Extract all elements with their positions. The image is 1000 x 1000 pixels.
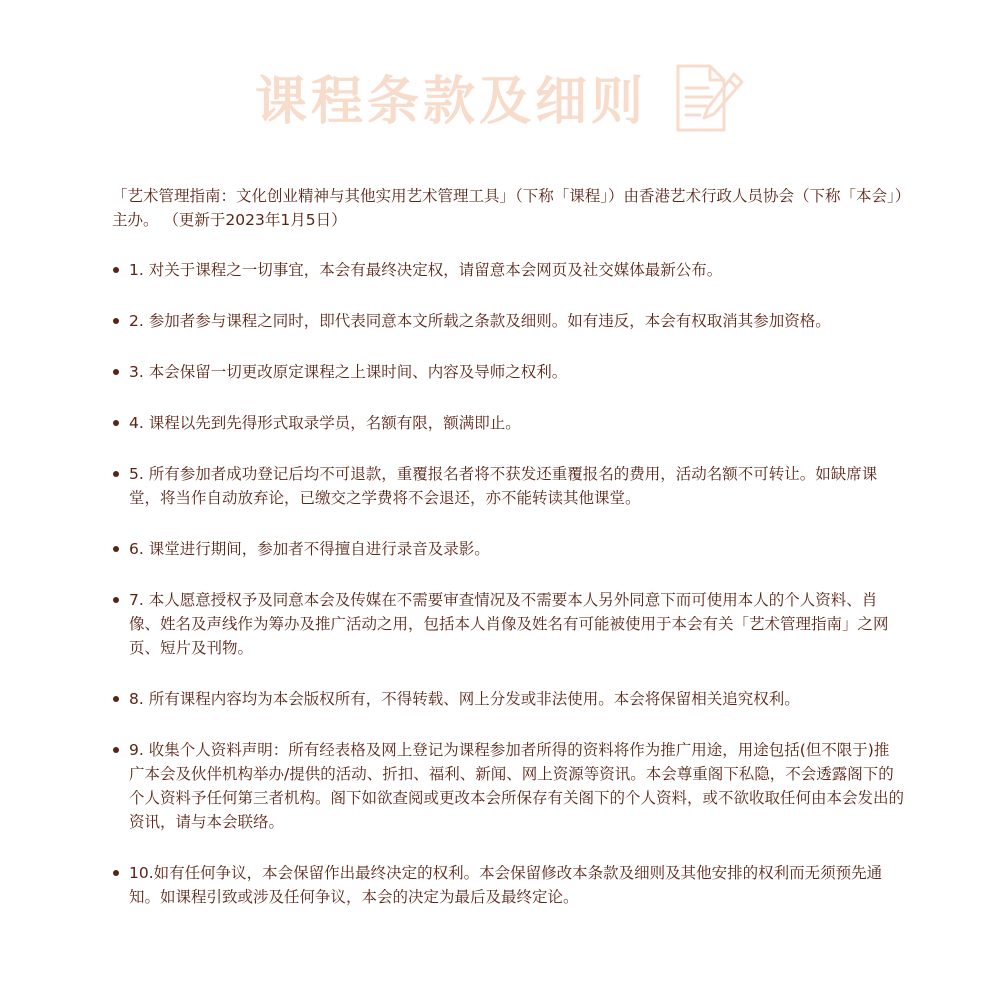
term-item-6 — [112, 537, 904, 561]
term-text: 8. 所有课程内容均为本会版权所有，不得转载、网上分发或非法使用。本会将保留相关追究权利。 — [129, 690, 800, 708]
term-item-8 — [112, 687, 904, 711]
page-title: 课程条款及细则 — [255, 72, 648, 132]
bullet-icon — [113, 747, 119, 753]
bullet-icon — [113, 420, 119, 426]
term-item-4 — [112, 411, 904, 435]
term-text: 6. 课堂进行期间，参加者不得擅自进行录音及录影。 — [129, 540, 490, 558]
term-item-10 — [112, 861, 904, 909]
term-text: 5. 所有参加者成功登记后均不可退款，重覆报名者将不获发还重覆报名的费用，活动名额不可转让。如缺席课堂，将当作自动放弃论，已缴交之学费将不会退还，亦不能转读其他课堂。 — [129, 465, 878, 507]
terms-list — [112, 258, 904, 909]
bullet-icon — [113, 318, 119, 324]
bullet-icon — [113, 369, 119, 375]
term-text: 10.如有任何争议，本会保留作出最终决定的权利。本会保留修改本条款及细则及其他安排的权利而无须预先通知。如课程引致或涉及任何争议，本会的决定为最后及最终定论。 — [129, 864, 883, 906]
page-header — [0, 52, 1000, 152]
term-text: 3. 本会保留一切更改原定课程之上课时间、内容及导师之权利。 — [129, 363, 568, 381]
term-text: 2. 参加者参与课程之同时，即代表同意本文所载之条款及细则。如有违反，本会有权取消其参加资格。 — [129, 312, 831, 330]
term-text: 1. 对关于课程之一切事宜，本会有最终决定权，请留意本会网页及社交媒体最新公布。 — [129, 261, 723, 279]
term-item-5 — [112, 462, 904, 510]
term-text: 9. 收集个人资料声明：所有经表格及网上登记为课程参加者所得的资料将作为推广用途，用途包括(但不限于)推广本会及伙伴机构举办/提供的活动、折扣、福利、新闻、网上资源等资讯。本会尊重阁下私隐，不会透露阁下的个人资料予任何第三者机构。阁下如欲查阅或更改本会所保存有关阁下的个人资料，或不欲收取任何由本会发出的资讯，请与本会联络。 — [129, 741, 905, 831]
term-text: 4. 课程以先到先得形式取录学员，名额有限，额满即止。 — [129, 414, 521, 432]
bullet-icon — [113, 696, 119, 702]
intro-paragraph: 「艺术管理指南：文化创业精神与其他实用艺术管理工具」（下称「课程」）由香港艺术行政人员协会（下称「本会」）主办。 （更新于2023年1月5日） — [112, 187, 903, 229]
bullet-icon — [113, 597, 119, 603]
term-item-7 — [112, 588, 904, 660]
bullet-icon — [113, 546, 119, 552]
term-item-3 — [112, 360, 904, 384]
bullet-icon — [113, 471, 119, 477]
term-item-9 — [112, 738, 904, 834]
term-text: 7. 本人愿意授权予及同意本会及传媒在不需要审查情况及不需要本人另外同意下而可使用本人的个人资料、肖像、姓名及声线作为筹办及推广活动之用，包括本人肖像及姓名有可能被使用于本会有关「艺术管理指南」之网页、短片及刊物。 — [129, 591, 889, 657]
document-edit-icon — [668, 58, 748, 138]
terms-content — [112, 184, 904, 936]
term-item-2 — [112, 309, 904, 333]
bullet-icon — [113, 870, 119, 876]
term-item-1 — [112, 258, 904, 282]
bullet-icon — [113, 267, 119, 273]
